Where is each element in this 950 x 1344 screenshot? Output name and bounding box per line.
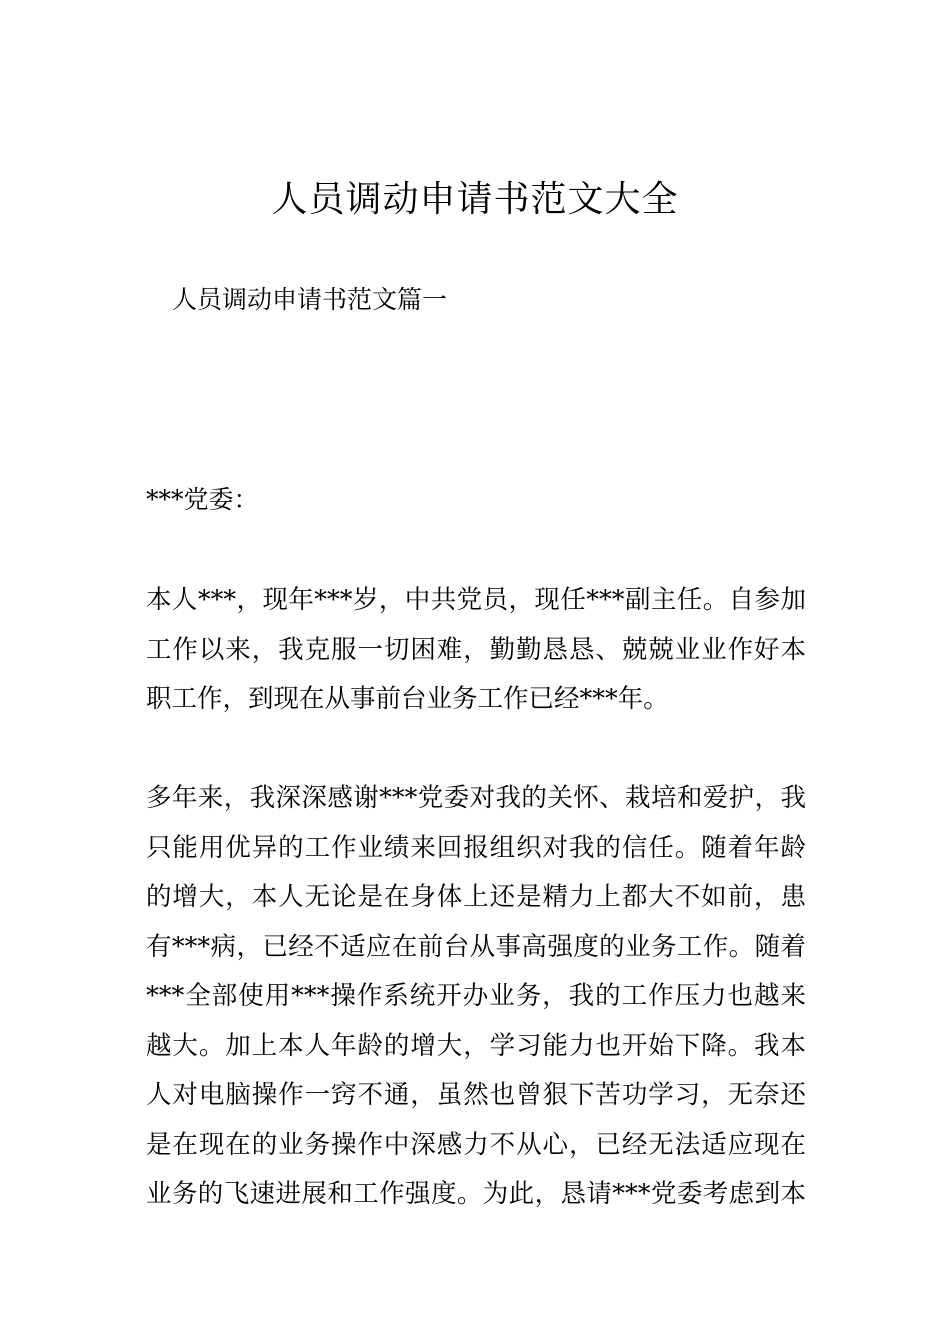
paragraph-line: 只能用优异的工作业绩来回报组织对我的信任。随着年龄 <box>146 832 806 863</box>
document-title: 人员调动申请书范文大全 <box>271 179 679 220</box>
paragraph-line: 职工作，到现在从事前台业务工作已经***年。 <box>146 684 669 714</box>
paragraph-line: 的增大，本人无论是在身体上还是精力上都大不如前，患 <box>146 882 806 912</box>
paragraph-line: 工作以来，我克服一切困难，勤勤恳恳、兢兢业业作好本 <box>146 634 806 665</box>
paragraph-line: 有***病，已经不适应在前台从事高强度的业务工作。随着 <box>146 931 806 962</box>
paragraph-line: 多年来，我深深感谢***党委对我的关怀、栽培和爱护，我 <box>146 783 806 813</box>
paragraph-2 <box>146 774 806 1220</box>
salutation: ***党委： <box>146 485 259 514</box>
paragraph-1 <box>146 576 806 725</box>
paragraph-line: 本人***，现年***岁，中共党员，现任***副主任。自参加 <box>146 585 806 615</box>
section-subtitle: 人员调动申请书范文篇一 <box>172 285 448 314</box>
paragraph-line: ***全部使用***操作系统开办业务，我的工作压力也越来 <box>146 981 806 1011</box>
paragraph-line: 越大。加上本人年龄的增大，学习能力也开始下降。我本 <box>146 1030 806 1061</box>
paragraph-line: 业务的飞速进展和工作强度。为此，恳请***党委考虑到本 <box>146 1179 806 1209</box>
paragraph-line: 人对电脑操作一窍不通，虽然也曾狠下苦功学习，无奈还 <box>146 1080 806 1110</box>
paragraph-line: 是在现在的业务操作中深感力不从心，已经无法适应现在 <box>146 1129 806 1160</box>
